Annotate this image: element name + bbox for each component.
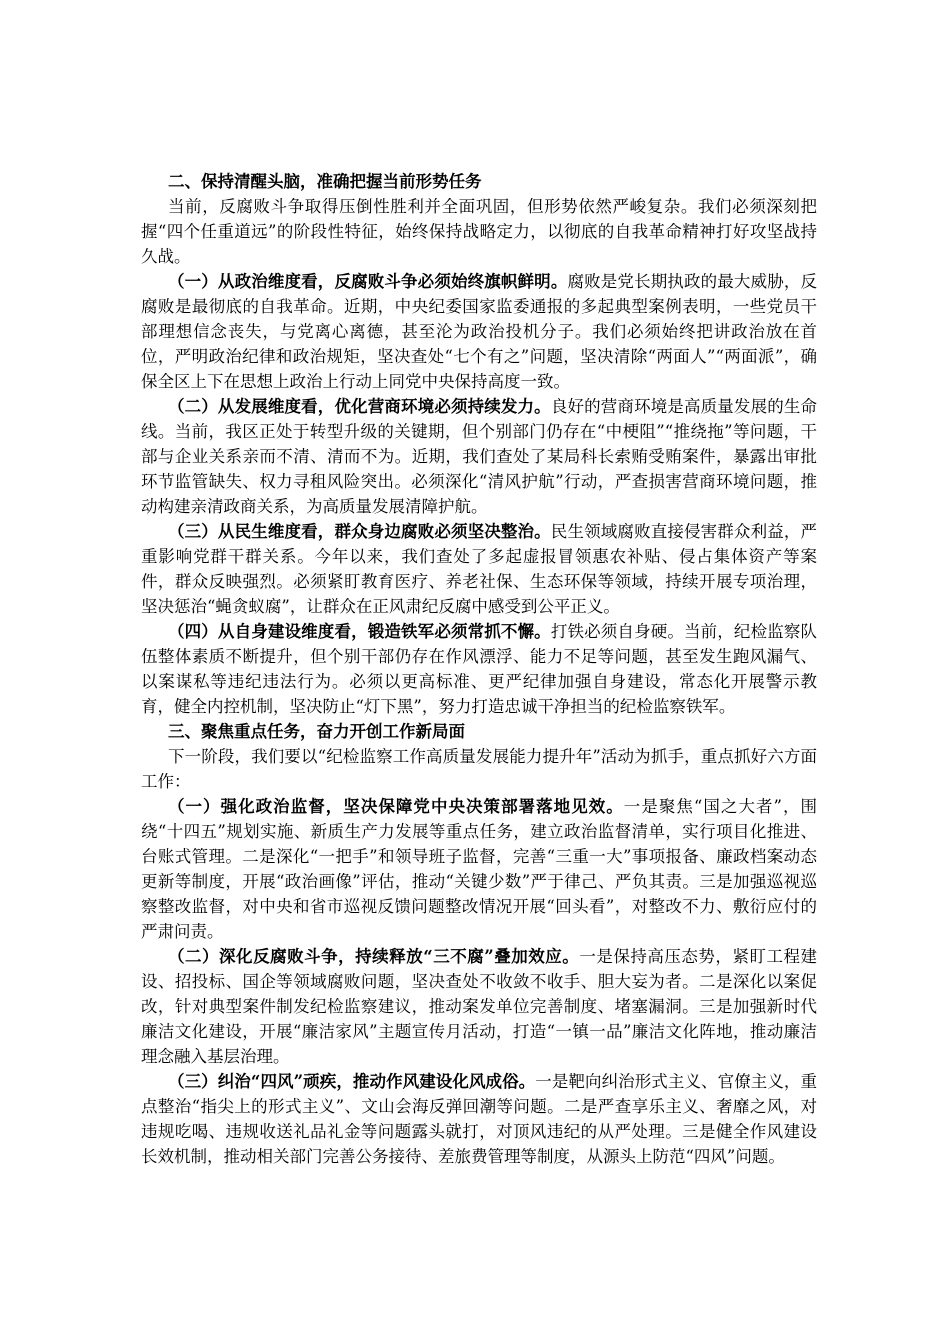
paragraph-text: 打铁必须自身硬。当前，纪检监察队伍整体素质不断提升，但个别干部仍存在作风漂浮、能力不足等问题，甚至发生跑风漏气、以案谋私等违纪违法行为。必须以更高标准、更严纪律加强自身建设，常态化开展警示教育，健全内控机制，坚决防止“灯下黑”，努力打造忠诚干净担当的纪检监察铁军。 — [141, 622, 818, 716]
paragraph — [141, 744, 817, 794]
paragraph — [141, 794, 817, 944]
paragraph-text: 一是靶向纠治形式主义、官僚主义，重点整治“指尖上的形式主义”、文山会海反弹回潮等问题。二是严查享乐主义、奢靡之风，对违规吃喝、违规收送礼品礼金等问题露头就打，对顶风违纪的从严处理。三是健全作风建设长效机制，推动相关部门完善公务接待、差旅费管理等制度，从源头上防范“四风”问题。 — [141, 1072, 818, 1166]
paragraph — [141, 269, 817, 394]
paragraph — [141, 619, 817, 719]
paragraph-lead: （三）纠治“四风”顽疾，推动作风建设化风成俗。 — [168, 1072, 536, 1091]
paragraph — [141, 394, 817, 519]
paragraph-text: 一是保持高压态势，紧盯工程建设、招投标、国企等领域腐败问题，坚决查处不收敛不收手、胆大妄为者。二是深化以案促改，针对典型案件制发纪检监察建议，推动案发单位完善制度、堵塞漏洞。三是加强新时代廉洁文化建设，开展“廉洁家风”主题宣传月活动，打造“一镇一品”廉洁文化阵地，推动廉洁理念融入基层治理。 — [141, 947, 818, 1066]
paragraph — [141, 1069, 817, 1169]
paragraph-text: 一是聚焦“国之大者”，围绕“十四五”规划实施、新质生产力发展等重点任务，建立政治监督清单，实行项目化推进、台账式管理。二是深化“一把手”和领导班子监督，完善“三重一大”事项报备、廉政档案动态更新等制度，开展“政治画像”评估，推动“关键少数”严于律己、严负其责。三是加强巡视巡察整改监督，对中央和省市巡视反馈问题整改情况开展“回头看”，对整改不力、敷衍应付的严肃问责。 — [141, 797, 818, 941]
section-heading: 三、聚焦重点任务，奋力开创工作新局面 — [168, 722, 465, 741]
paragraph-text: 良好的营商环境是高质量发展的生命线。当前，我区正处于转型升级的关键期，但个别部门仍存在“中梗阻”“推绕拖”等问题，干部与企业关系亲而不清、清而不为。近期，我们查处了某局科长索贿受贿案件，暴露出审批环节监管缺失、权力寻租风险突出。必须深化“清风护航”行动，严查损害营商环境问题，推动构建亲清政商关系，为高质量发展清障护航。 — [141, 397, 818, 516]
paragraph-text: 腐败是党长期执政的最大威胁，反腐败是最彻底的自我革命。近期，中央纪委国家监委通报的多起典型案例表明，一些党员干部理想信念丧失，与党离心离德，甚至沦为政治投机分子。我们必须始终把讲政治放在首位，严明政治纪律和政治规矩，坚决查处“七个有之”问题，坚决清除“两面人”“两面派”，确保全区上下在思想上政治上行动上同党中央保持高度一致。 — [141, 272, 818, 391]
paragraph-lead: （四）从自身建设维度看，锻造铁军必须常抓不懈。 — [168, 622, 551, 641]
paragraph — [141, 944, 817, 1069]
paragraph-lead: （三）从民生维度看，群众身边腐败必须坚决整治。 — [168, 522, 551, 541]
paragraph-text: 下一阶段，我们要以“纪检监察工作高质量发展能力提升年”活动为抓手，重点抓好六方面工作： — [141, 747, 817, 791]
paragraph-lead: （一）强化政治监督，坚决保障党中央决策部署落地见效。 — [168, 797, 624, 816]
paragraph-text: 当前，反腐败斗争取得压倒性胜利并全面巩固，但形势依然严峻复杂。我们必须深刻把握“四个任重道远”的阶段性特征，始终保持战略定力，以彻底的自我革命精神打好攻坚战持久战。 — [141, 197, 817, 266]
paragraph — [141, 519, 817, 619]
paragraph-text: 民生领域腐败直接侵害群众利益，严重影响党群干群关系。今年以来，我们查处了多起虚报冒领惠农补贴、侵占集体资产等案件，群众反映强烈。必须紧盯教育医疗、养老社保、生态环保等领域，持续开展专项治理，坚决惩治“蝇贪蚁腐”，让群众在正风肃纪反腐中感受到公平正义。 — [141, 522, 818, 616]
paragraph-lead: （二）从发展维度看，优化营商环境必须持续发力。 — [168, 397, 551, 416]
paragraph-lead: （二）深化反腐败斗争，持续释放“三不腐”叠加效应。 — [168, 947, 580, 966]
paragraph — [141, 194, 817, 269]
document-body — [141, 169, 817, 1169]
section-heading: 二、保持清醒头脑，准确把握当前形势任务 — [168, 172, 482, 191]
paragraph-lead: （一）从政治维度看，反腐败斗争必须始终旗帜鲜明。 — [168, 272, 568, 291]
